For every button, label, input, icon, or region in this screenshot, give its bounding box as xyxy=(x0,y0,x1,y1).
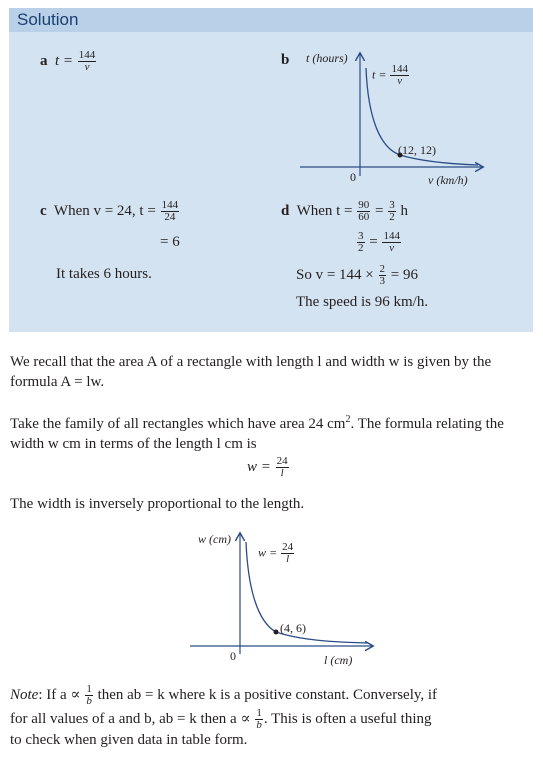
graph-equation xyxy=(258,542,295,565)
part-d-equals: = xyxy=(375,202,384,219)
part-d-l3-den: 3 xyxy=(379,275,386,287)
part-d-l2-rfraction xyxy=(382,231,401,254)
part-d-l2-rnum: 144 xyxy=(383,230,400,242)
note-f2-den: b xyxy=(256,719,262,731)
formula-lhs: w = xyxy=(247,458,271,475)
formula-num: 24 xyxy=(276,455,288,467)
note-fraction-1 xyxy=(85,684,93,707)
part-d-l3-num: 2 xyxy=(379,263,386,275)
part-d-line1 xyxy=(281,200,408,223)
formula-den: l xyxy=(280,467,284,479)
part-d-line2 xyxy=(356,231,402,254)
part-c-line1 xyxy=(40,200,180,223)
part-d-line3 xyxy=(296,264,418,287)
part-d-fraction-2 xyxy=(388,200,396,223)
note-line-1 xyxy=(10,684,437,707)
part-d-l2-rden: v xyxy=(389,242,395,254)
part-c-num: 144 xyxy=(161,199,179,211)
part-c-conclusion: It takes 6 hours. xyxy=(56,266,152,282)
note-line-2 xyxy=(10,708,432,731)
note-line-3: to check when given data in table form. xyxy=(10,732,248,748)
part-d-f2-den: 2 xyxy=(389,211,395,223)
part-c-result: = 6 xyxy=(160,234,180,250)
graph-b-eq-lhs: t = xyxy=(372,67,387,82)
part-c-label: c xyxy=(40,202,47,219)
part-c-prefix: When v = 24, t = xyxy=(53,202,156,219)
graph-origin: 0 xyxy=(230,649,236,663)
graph-point-label: (4, 6) xyxy=(280,621,306,635)
graph-b-point-label: (12, 12) xyxy=(398,143,436,157)
part-c-den: 24 xyxy=(164,211,176,223)
part-d-l2-num: 3 xyxy=(358,230,364,242)
p2-part-a: Take the family of all rectangles which have area 24 cm xyxy=(10,416,346,432)
note-text-2: then ab = k where k is a positive constant. Conversely, if xyxy=(97,686,438,703)
part-a-den: v xyxy=(84,61,90,73)
part-d-fraction-1 xyxy=(357,200,370,223)
graph-point xyxy=(274,630,279,635)
part-d-l2-fraction xyxy=(357,231,365,254)
note-text-4: . This is often a useful thing xyxy=(263,710,432,727)
part-d-unit: h xyxy=(400,202,408,219)
part-d-f1-den: 60 xyxy=(358,211,370,223)
solution-header xyxy=(9,8,533,32)
part-a-label: a xyxy=(40,52,48,69)
graph-b-equation xyxy=(372,64,410,87)
part-d-label: d xyxy=(281,202,290,219)
note-f1-den: b xyxy=(86,695,92,707)
part-d-l3-fraction xyxy=(379,264,387,287)
part-a-fraction xyxy=(78,50,97,73)
part-d-f1-num: 90 xyxy=(358,199,370,211)
solution-title: Solution xyxy=(17,10,79,29)
formula-width xyxy=(247,456,290,479)
graph-b-origin: 0 xyxy=(350,170,356,184)
note-label: Note xyxy=(10,686,39,703)
note-f2-num: 1 xyxy=(256,707,262,719)
part-d-conclusion: The speed is 96 km/h. xyxy=(296,294,429,310)
graph-b-eq-fraction xyxy=(390,64,409,87)
part-d-l2-equals: = xyxy=(369,233,378,250)
graph-eq-num: 24 xyxy=(282,541,294,553)
part-d-f2-num: 3 xyxy=(389,199,395,211)
p2-superscript: 2 xyxy=(345,414,351,425)
part-a xyxy=(40,50,97,73)
graph-b-eq-num: 144 xyxy=(391,63,408,75)
note-fraction-2 xyxy=(255,708,263,731)
graph-b-y-label: t (hours) xyxy=(306,51,348,65)
p2-part-b: . The formula relating the width w cm in terms of the length l cm is xyxy=(10,416,504,452)
paragraph-inverse-proportion: The width is inversely proportional to the length. xyxy=(10,496,305,512)
paragraph-rectangle-family xyxy=(10,410,530,454)
graph-eq-lhs: w = xyxy=(258,545,278,560)
note-text-1: : If a ∝ xyxy=(38,686,81,703)
part-d-l3-result: = 96 xyxy=(390,266,418,283)
part-a-lhs: t = xyxy=(55,52,74,69)
graph-x-label: l (cm) xyxy=(324,653,353,667)
part-c-fraction xyxy=(161,200,180,223)
graph-b-x-label: v (km/h) xyxy=(428,173,468,187)
note-text-3: for all values of a and b, ab = k then a ∝ xyxy=(10,710,251,727)
graph-eq-fraction xyxy=(281,542,294,565)
part-d-prefix: When t = xyxy=(296,202,353,219)
part-d-l3-prefix: So v = 144 × xyxy=(296,266,374,283)
part-d-l2-den: 2 xyxy=(358,242,364,254)
formula-fraction xyxy=(276,456,289,479)
graph-y-label: w (cm) xyxy=(198,532,231,546)
note-f1-num: 1 xyxy=(86,683,92,695)
graph-eq-den: l xyxy=(286,553,290,565)
graph-b-eq-den: v xyxy=(397,75,403,87)
part-b-label: b xyxy=(281,52,290,68)
paragraph-area-formula: We recall that the area A of a rectangle with length l and width w is given by the formula A = lw. xyxy=(10,354,492,390)
part-a-num: 144 xyxy=(78,49,96,61)
